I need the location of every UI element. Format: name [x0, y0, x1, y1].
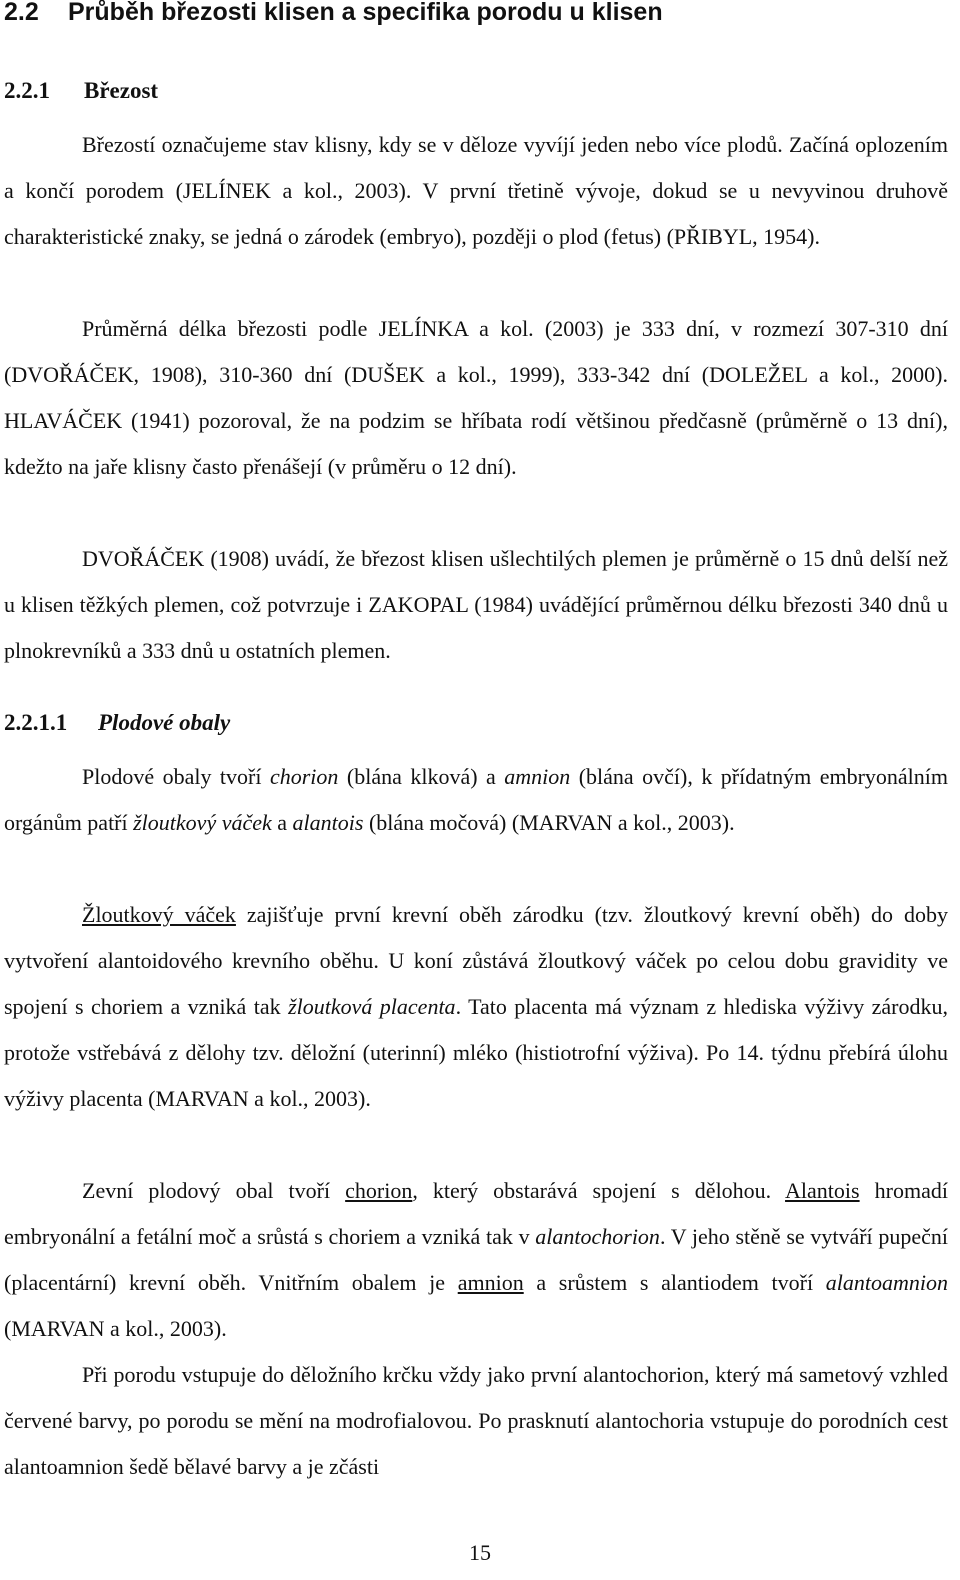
- paragraph-1-text: Březostí označujeme stav klisny, kdy se v děloze vyvíjí jeden nebo více plodů. Začíná oplozením a končí porodem (JELÍNEK a kol., 2003). V první třetině vývoje, dokud se u nevyvinou druhově charakteristické znaky, se jedná o zárodek (embryo), později o plod (fetus) (PŘIBYL, 1954).: [4, 132, 948, 249]
- subsection-title: Březost: [84, 78, 159, 103]
- p5-term-zloutkovy-vacek: Žloutkový váček: [82, 902, 236, 927]
- p6-term-amnion: amnion: [457, 1270, 524, 1295]
- section-number: 2.2: [4, 0, 39, 26]
- paragraph-4: [4, 754, 948, 846]
- subsubsection-number: 2.2.1.1: [4, 710, 68, 735]
- subsubsection-title: Plodové obaly: [98, 710, 231, 735]
- p4-term-amnion: amnion: [504, 764, 571, 789]
- p5-term-zloutkova-placenta: žloutková placenta: [288, 994, 456, 1019]
- p6-text-i: a srůstem s alantiodem tvoří: [523, 1270, 826, 1295]
- p6-term-chorion: chorion: [345, 1178, 413, 1203]
- p6-term-alantoamnion: alantoamnion: [825, 1270, 948, 1295]
- subsubsection-heading: [4, 710, 230, 736]
- p4-text-i: (blána močová) (MARVAN a kol., 2003).: [363, 810, 735, 835]
- paragraph-6: [4, 1168, 948, 1352]
- paragraph-7: [4, 1352, 948, 1490]
- subsection-number: 2.2.1: [4, 78, 50, 103]
- p6-term-alantois: Alantois: [785, 1178, 860, 1203]
- paragraph-2-text: Průměrná délka březosti podle JELÍNKA a kol. (2003) je 333 dní, v rozmezí 307-310 dní (DVOŘÁČEK, 1908), 310-360 dní (DUŠEK a kol., 1999), 333-342 dní (DOLEŽEL a kol., 2000). HLAVÁČEK (1941) pozoroval, že na podzim se hříbata rodí většinou předčasně (průměrně o 13 dní), kdežto na jaře klisny často přenášejí (v průměru o 12 dní).: [4, 316, 948, 479]
- section-title: Průběh březosti klisen a specifika porodu u klisen: [68, 0, 663, 26]
- p6-text-g: . V jeho stěně se vytváří pupeční (placentární) krevní oběh. Vnitřním obalem je: [4, 1224, 948, 1295]
- p4-text-e: (blána ovčí), k přídatným embryonálním orgánům patří: [4, 764, 949, 835]
- p6-text-e: hromadí embryonální a fetální moč a srůstá s choriem a vzniká tak v: [4, 1178, 948, 1249]
- p4-term-zloutkovy-vacek: žloutkový váček: [133, 810, 272, 835]
- p6-text-c: , který obstarává spojení s dělohou.: [412, 1178, 786, 1203]
- paragraph-2: [4, 306, 948, 490]
- p4-term-alantois: alantois: [292, 810, 364, 835]
- p5-text-b: zajišťuje první krevní oběh zárodku (tzv. žloutkový krevní oběh) do doby vytvoření alantoidového krevního oběhu. U koní zůstává žloutkový váček po celou dobu gravidity ve spojení s choriem a vzniká tak: [4, 902, 948, 1019]
- paragraph-1: [4, 122, 948, 260]
- p6-text-k: (MARVAN a kol., 2003).: [4, 1316, 227, 1341]
- paragraph-5: [4, 892, 948, 1122]
- p4-term-chorion: chorion: [269, 764, 339, 789]
- paragraph-3-text: DVOŘÁČEK (1908) uvádí, že březost klisen ušlechtilých plemen je průměrně o 15 dnů delší než u klisen těžkých plemen, což potvrzuje i ZAKOPAL (1984) uvádějící průměrnou délku březosti 340 dnů u plnokrevníků a 333 dnů u ostatních plemen.: [4, 546, 948, 663]
- p6-text-a: Zevní plodový obal tvoří: [82, 1178, 346, 1203]
- section-heading: [4, 0, 663, 27]
- paragraph-3: [4, 536, 948, 674]
- p4-text-a: Plodové obaly tvoří: [82, 764, 270, 789]
- p5-text-d: . Tato placenta má význam z hlediska výživy zárodku, protože vstřebává z dělohy tzv. děložní (uterinní) mléko (histiotrofní výživa). Po 14. týdnu přebírá úlohu výživy placenta (MARVAN a kol., 2003).: [4, 994, 948, 1111]
- p4-text-c: (blána klková) a: [338, 764, 505, 789]
- p4-text-g: a: [271, 810, 293, 835]
- subsection-heading: [4, 78, 158, 104]
- page-number: 15: [469, 1540, 491, 1565]
- paragraph-7-text: Při porodu vstupuje do děložního krčku vždy jako první alantochorion, který má sametový vzhled červené barvy, po porodu se mění na modrofialovou. Po prasknutí alantochoria vstupuje do porodních cest alantoamnion šedě bělavé barvy a je zčásti: [4, 1362, 948, 1479]
- p6-term-alantochorion: alantochorion: [535, 1224, 660, 1249]
